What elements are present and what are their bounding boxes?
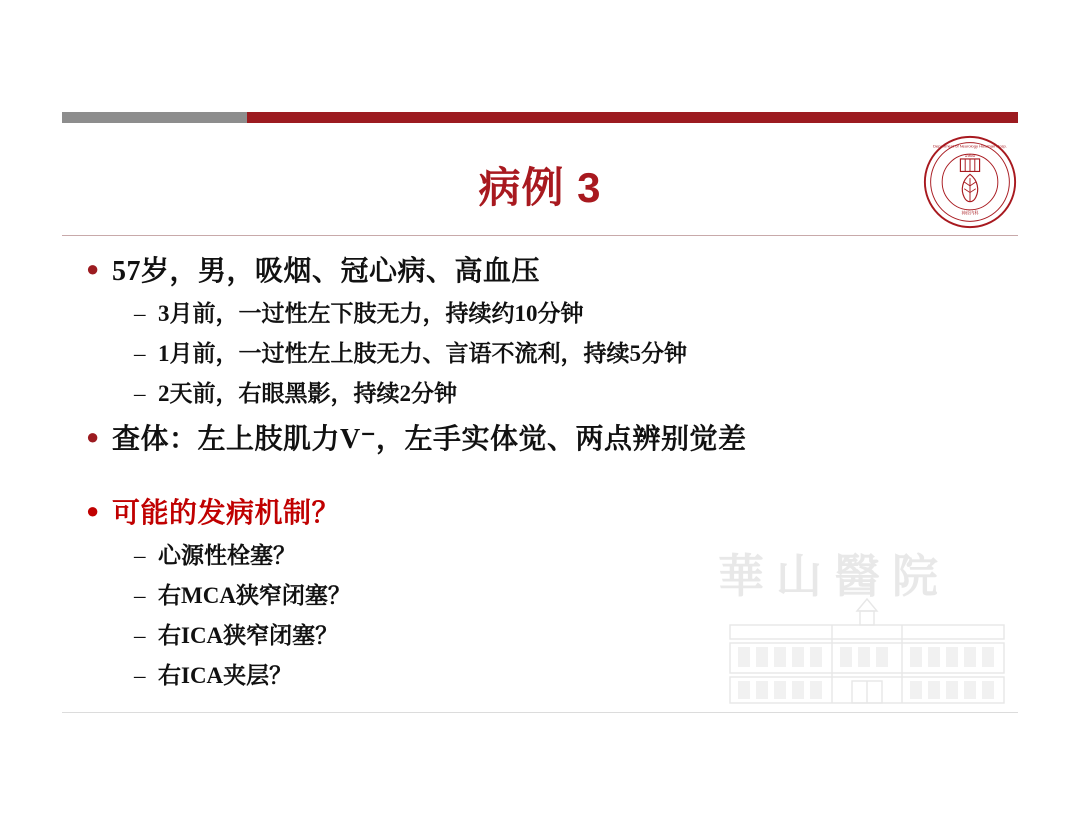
bullet-text: 右ICA夹层？ (158, 663, 293, 688)
header-bar-gray (62, 112, 247, 123)
bullet-text: 心源性栓塞？ (158, 543, 296, 568)
header-bar-red (247, 112, 1018, 123)
slide-body (86, 245, 986, 695)
bullet-text: 3月前，一过性左下肢无力，持续约10分钟 (158, 301, 584, 326)
dash-marker-icon: – (134, 301, 146, 326)
page-title: 病例 3 (478, 164, 602, 211)
bullet-text: 57岁，男，吸烟、冠心病、高血压 (112, 256, 541, 287)
bullet-level1 (86, 419, 986, 461)
watermark-text: 華山醫院 (718, 551, 950, 602)
svg-text:神经内科: 神经内科 (961, 210, 979, 216)
svg-text:Department of Neurology Huasha (922, 134, 924, 135)
bullet-level1 (86, 251, 986, 293)
bullet-level2 (134, 335, 986, 373)
dash-marker-icon: – (134, 543, 146, 568)
bullet-text: 右MCA狭窄闭塞？ (158, 583, 351, 608)
bullet-text: 右ICA狭窄闭塞？ (158, 623, 339, 648)
bullet-level2 (134, 617, 986, 655)
bullet-dot-icon: ● (86, 498, 100, 523)
header-decoration-bars (62, 112, 1018, 123)
footer-divider (62, 712, 1018, 713)
bullet-level2 (134, 537, 986, 575)
dash-marker-icon: – (134, 381, 146, 406)
svg-text:Department of Neurology Huasha: Department of Neurology Huashan Hosp. (933, 143, 1007, 149)
bullet-text: 2天前，右眼黑影，持续2分钟 (158, 381, 457, 406)
bullet-level2 (134, 657, 986, 695)
dash-marker-icon: – (134, 583, 146, 608)
bullet-level1-highlight (86, 493, 986, 535)
bullet-dot-icon: ● (86, 256, 100, 281)
dash-marker-icon: – (134, 341, 146, 366)
bullet-text: 1月前，一过性左上肢无力、言语不流利，持续5分钟 (158, 341, 687, 366)
bullet-text: 可能的发病机制？ (112, 498, 341, 529)
bullet-dot-icon: ● (86, 424, 100, 449)
dash-marker-icon: – (134, 663, 146, 688)
title-divider (62, 235, 1018, 236)
dash-marker-icon: – (134, 623, 146, 648)
bullet-level2 (134, 577, 986, 615)
huashan-neurology-seal-icon (922, 134, 1018, 230)
svg-text:1950: 1950 (964, 154, 976, 160)
bullet-level2 (134, 375, 986, 413)
bullet-level2 (134, 295, 986, 333)
bullet-text: 查体：左上肢肌力V⁻，左手实体觉、两点辨别觉差 (112, 424, 747, 455)
vertical-spacer (86, 461, 986, 487)
